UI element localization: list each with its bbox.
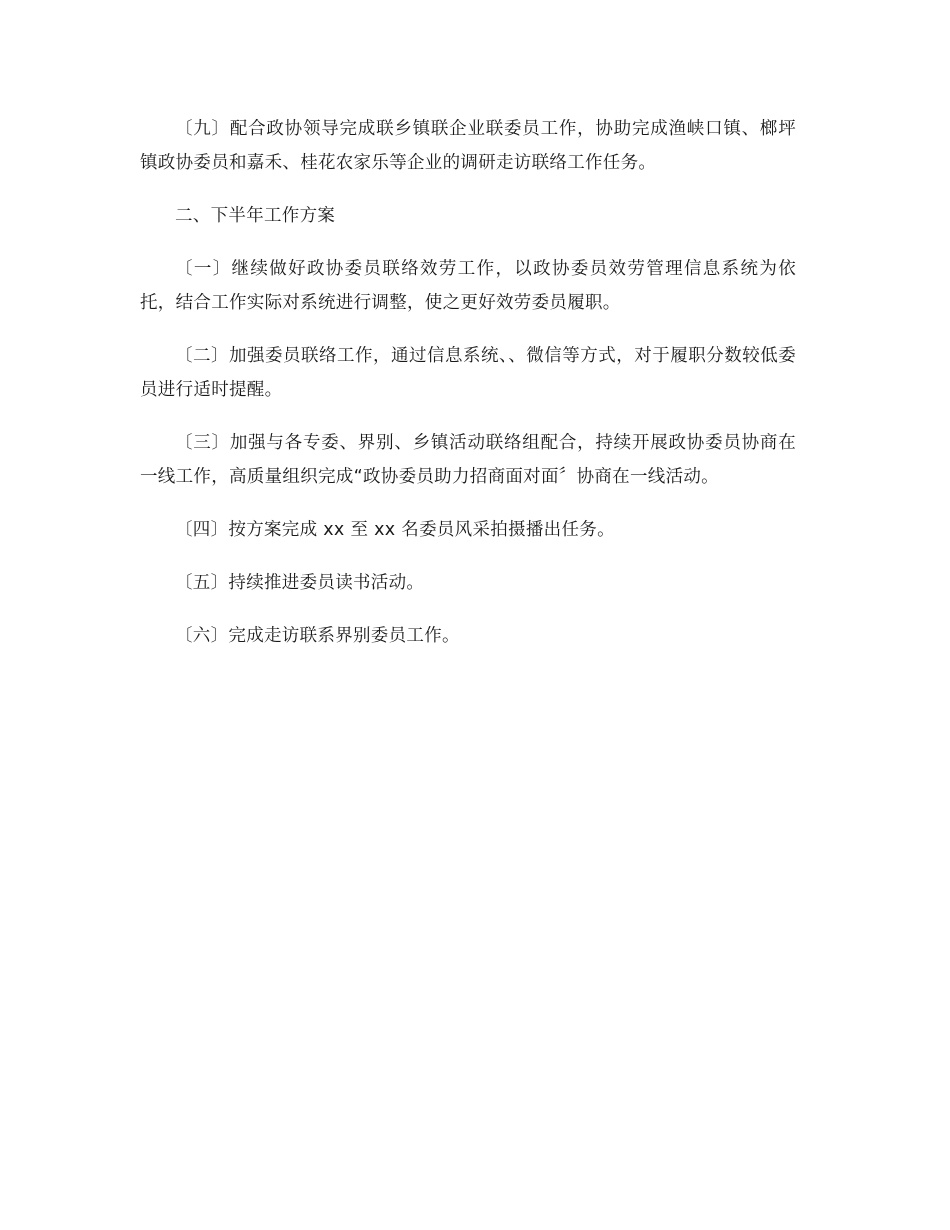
plan-item-6: 〔六〕完成走访联系界别委员工作。 xyxy=(175,626,460,646)
plan-item-2: 〔二〕加强委员联络工作，通过信息系统、、微信等方式，对于履职分数较低委员进行适时提醒。 xyxy=(140,346,796,400)
plan-item-4: 〔四〕按方案完成 xx 至 xx 名委员风采拍摄播出任务。 xyxy=(175,520,615,540)
document-body xyxy=(140,112,796,672)
section-heading: 二、下半年工作方案 xyxy=(175,206,336,226)
plan-item-3: 〔三〕加强与各专委、界别、乡镇活动联络组配合，持续开展政协委员协商在一线工作，高质量组织完成“政协委员助力招商面对面〞协商在一线活动。 xyxy=(140,433,796,487)
plan-item-1: 〔一〕继续做好政协委员联络效劳工作，以政协委员效劳管理信息系统为依托，结合工作实际对系统进行调整，使之更好效劳委员履职。 xyxy=(140,259,796,313)
paragraph-item-9: 〔九〕配合政协领导完成联乡镇联企业联委员工作，协助完成渔峡口镇、榔坪镇政协委员和嘉禾、桂花农家乐等企业的调研走访联络工作任务。 xyxy=(140,119,796,173)
plan-item-5: 〔五〕持续推进委员读书活动。 xyxy=(175,573,425,593)
